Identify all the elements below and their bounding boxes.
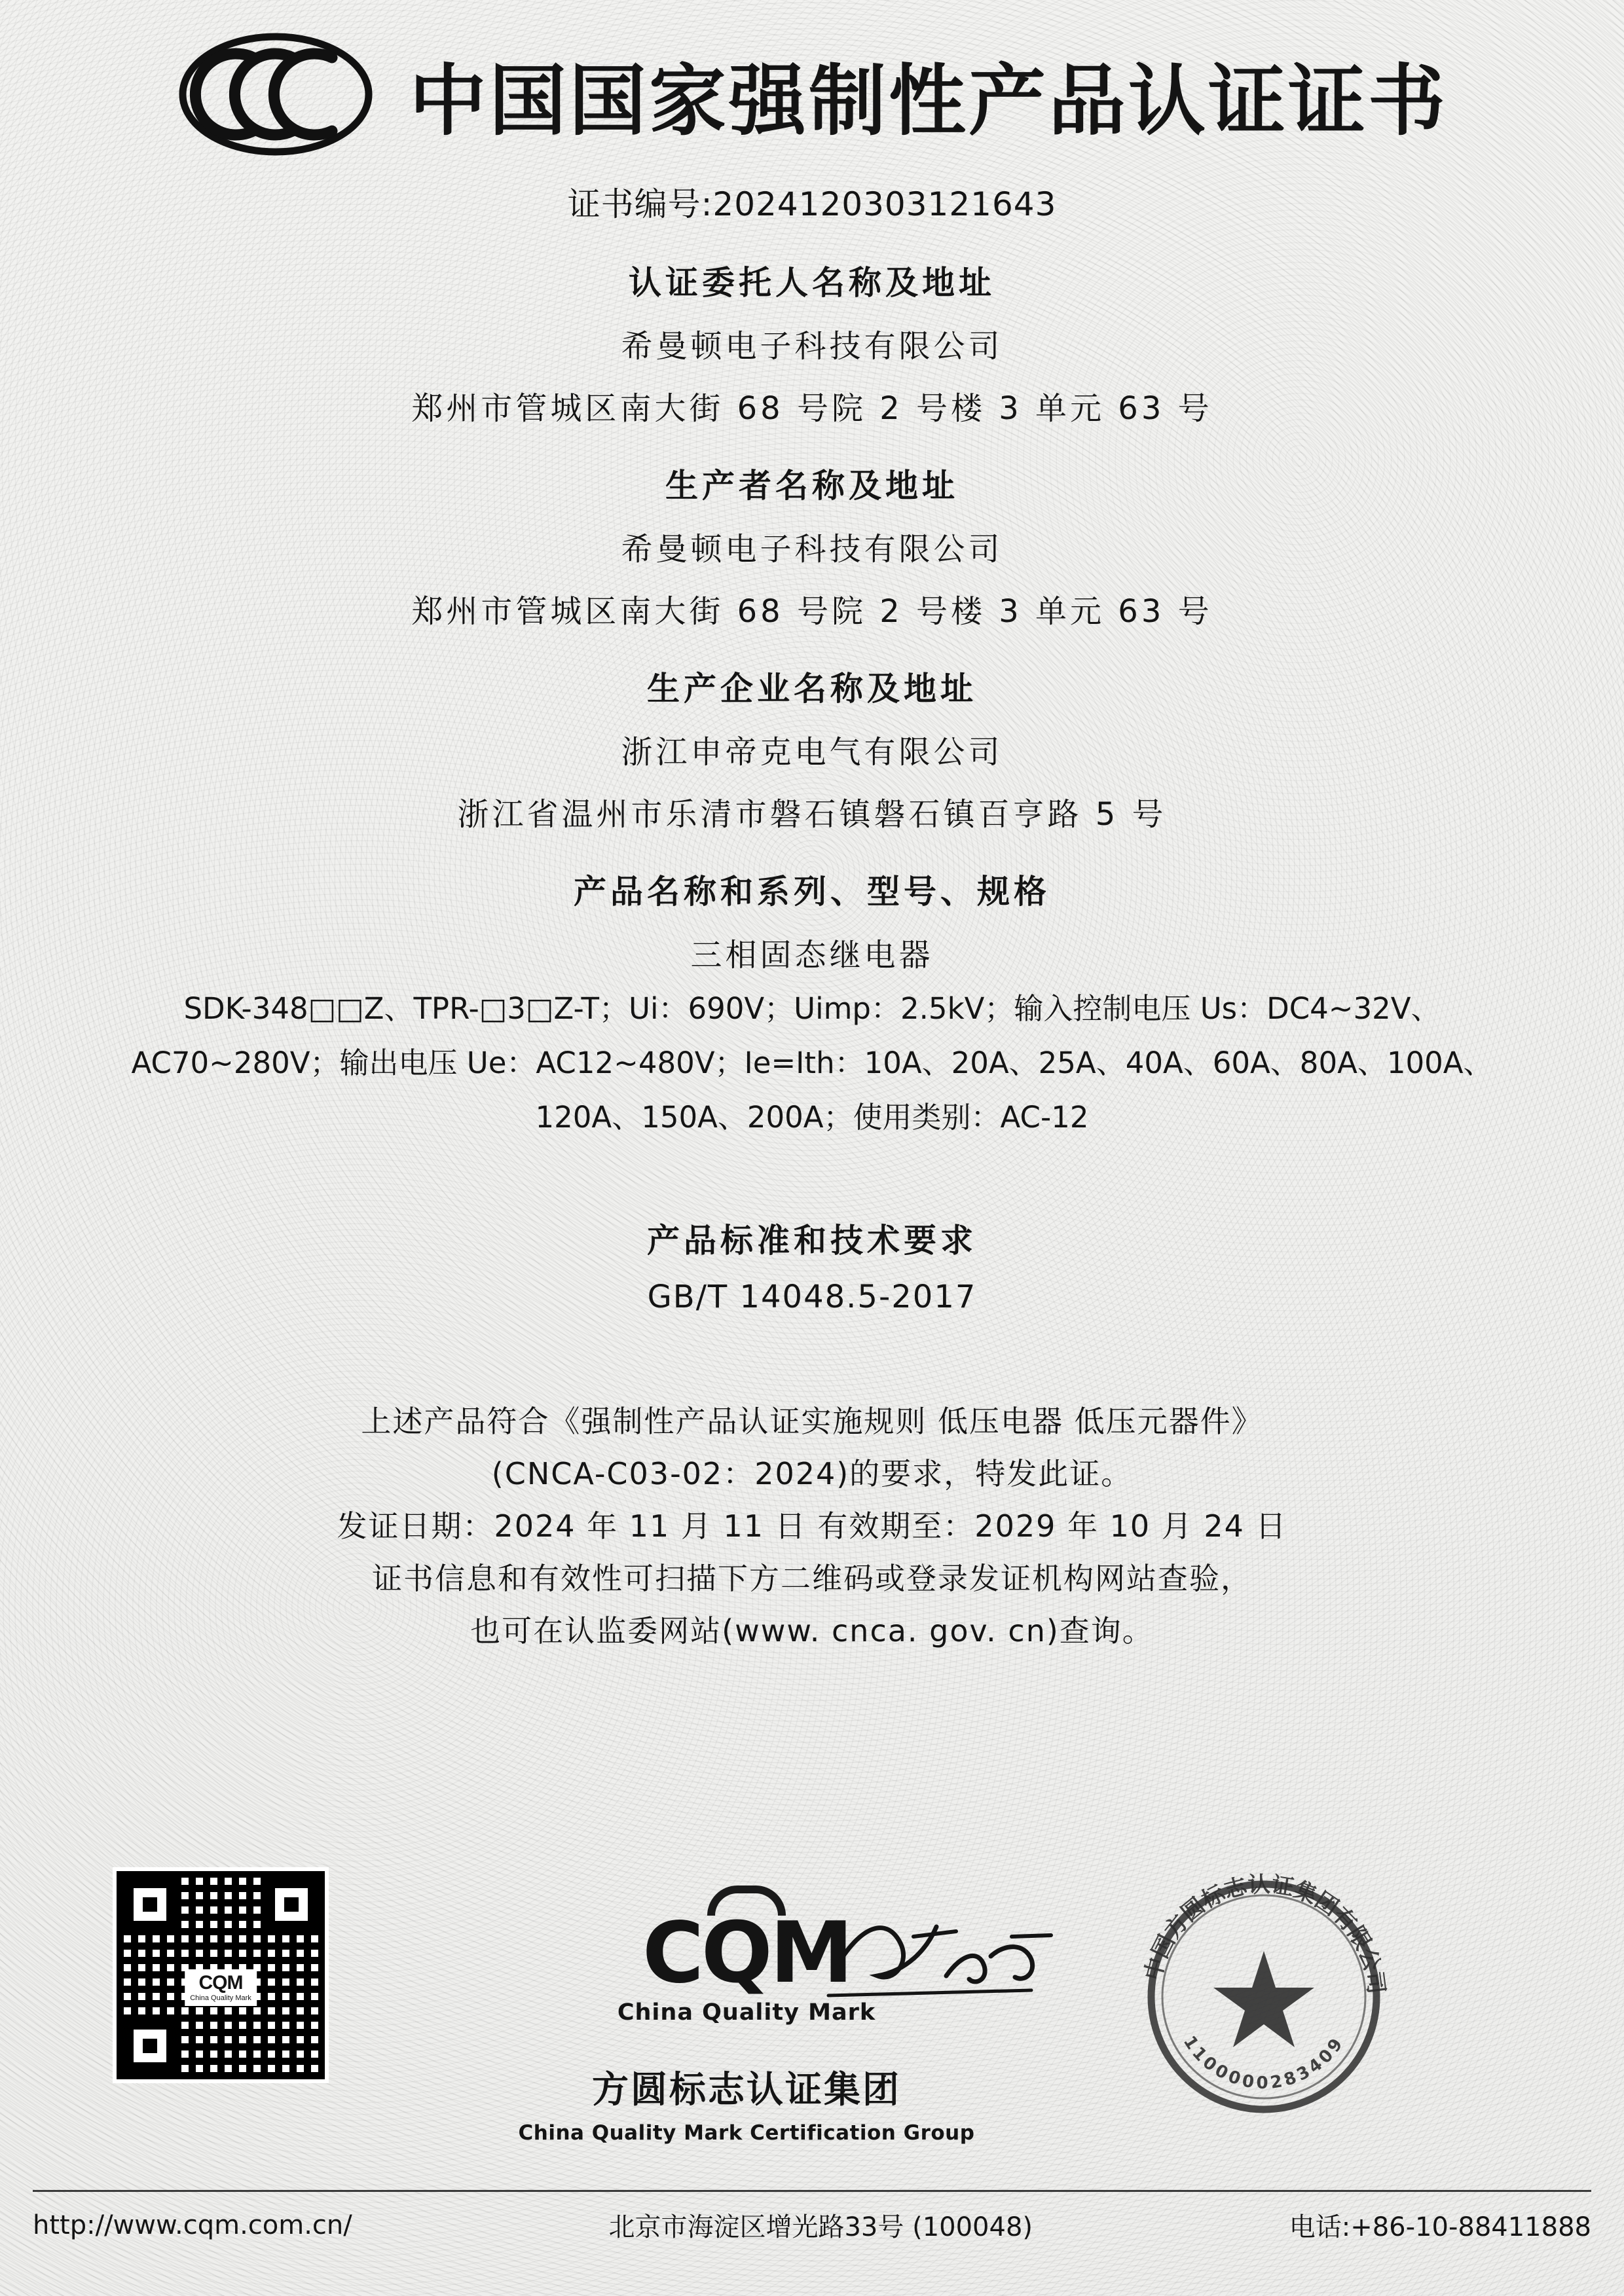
product-spec-line-1: SDK-348□□Z、TPR-□3□Z-T；Ui：690V；Uimp：2.5kV；输入控制电压 Us：DC4~32V、 — [183, 991, 1441, 1026]
standard-title: 产品标准和技术要求 — [647, 1222, 977, 1260]
product-spec-line-2: AC70~280V；输出电压 Ue：AC12~480V；Ie=Ith：10A、20A、25A、40A、60A、80A、100A、 — [131, 1045, 1493, 1080]
qr-center-text: CQM — [198, 1972, 243, 1994]
ccc-mark-icon — [176, 29, 379, 160]
factory-name: 浙江申帝克电气有限公司 — [621, 734, 1003, 771]
statement-line-1: 上述产品符合《强制性产品认证实施规则 低压电器 低压元器件》 — [361, 1404, 1263, 1440]
handwritten-signature-icon — [815, 1897, 1077, 2015]
qr-finder-bottom-left — [122, 2018, 178, 2074]
product-title: 产品名称和系列、型号、规格 — [574, 873, 1050, 911]
statement-line-2: (CNCA-C03-02：2024)的要求，特发此证。 — [491, 1456, 1133, 1492]
product-name: 三相固态继电器 — [690, 937, 934, 974]
standard-value: GB/T 14048.5-2017 — [647, 1279, 977, 1316]
client-address: 郑州市管城区南大街 68 号院 2 号楼 3 单元 63 号 — [411, 390, 1213, 427]
producer-address: 郑州市管城区南大街 68 号院 2 号楼 3 单元 63 号 — [411, 593, 1213, 630]
certificate-footer — [0, 2190, 1624, 2244]
qr-finder-top-left — [122, 1876, 178, 1933]
section-producer — [0, 460, 1624, 631]
factory-address: 浙江省温州市乐清市磐石镇磐石镇百亨路 5 号 — [457, 796, 1167, 833]
round-red-seal-icon — [1126, 1859, 1401, 2134]
cqm-english-name: China Quality Mark Certification Group — [518, 2121, 975, 2145]
client-name: 希曼顿电子科技有限公司 — [621, 328, 1003, 365]
cqm-chinese-name: 方圆标志认证集团 — [592, 2069, 901, 2111]
certificate-number: 证书编号:2024120303121643 — [567, 185, 1057, 223]
statement-line-4: 证书信息和有效性可扫描下方二维码或登录发证机构网站查验， — [372, 1560, 1252, 1596]
factory-title: 生产企业名称及地址 — [647, 670, 977, 708]
cqm-subtitle: China Quality Mark — [617, 1999, 876, 2026]
producer-name: 希曼顿电子科技有限公司 — [621, 531, 1003, 568]
statement-line-3: 发证日期：2024 年 11 月 11 日 有效期至：2029 年 10 月 24 日 — [337, 1508, 1287, 1544]
certificate-header — [0, 0, 1624, 160]
product-spec-line-3: 120A、150A、200A；使用类别：AC-12 — [535, 1099, 1089, 1135]
client-title: 认证委托人名称及地址 — [629, 264, 995, 302]
certificate-statement — [0, 1399, 1624, 1654]
section-client — [0, 257, 1624, 428]
certificate-bottom — [0, 1853, 1624, 2160]
section-product — [0, 866, 1624, 1137]
page-title: 中国国家强制性产品认证证书 — [409, 56, 1448, 146]
qr-center-logo — [185, 1969, 257, 2006]
qr-center-sub: China Quality Mark — [190, 1994, 251, 2003]
qr-finder-top-right — [263, 1876, 320, 1933]
section-standard — [0, 1214, 1624, 1315]
footer-address: 北京市海淀区增光路33号 (100048) — [608, 2212, 1033, 2242]
footer-phone: 电话:+86-10-88411888 — [1289, 2212, 1591, 2242]
footer-divider — [33, 2190, 1591, 2192]
svg-text:中国方圆标志认证集团有限公司: 中国方圆标志认证集团有限公司 — [1139, 1871, 1390, 1995]
svg-text:1100000283409: 1100000283409 — [1179, 2032, 1349, 2093]
section-factory — [0, 663, 1624, 834]
qr-code-icon[interactable] — [113, 1867, 329, 2083]
producer-title: 生产者名称及地址 — [665, 467, 959, 505]
statement-line-5: 也可在认监委网站(www. cnca. gov. cn)查询。 — [470, 1613, 1154, 1649]
cqm-wordmark: CQM — [642, 1904, 851, 2002]
footer-website[interactable]: http://www.cqm.com.cn/ — [33, 2210, 352, 2240]
